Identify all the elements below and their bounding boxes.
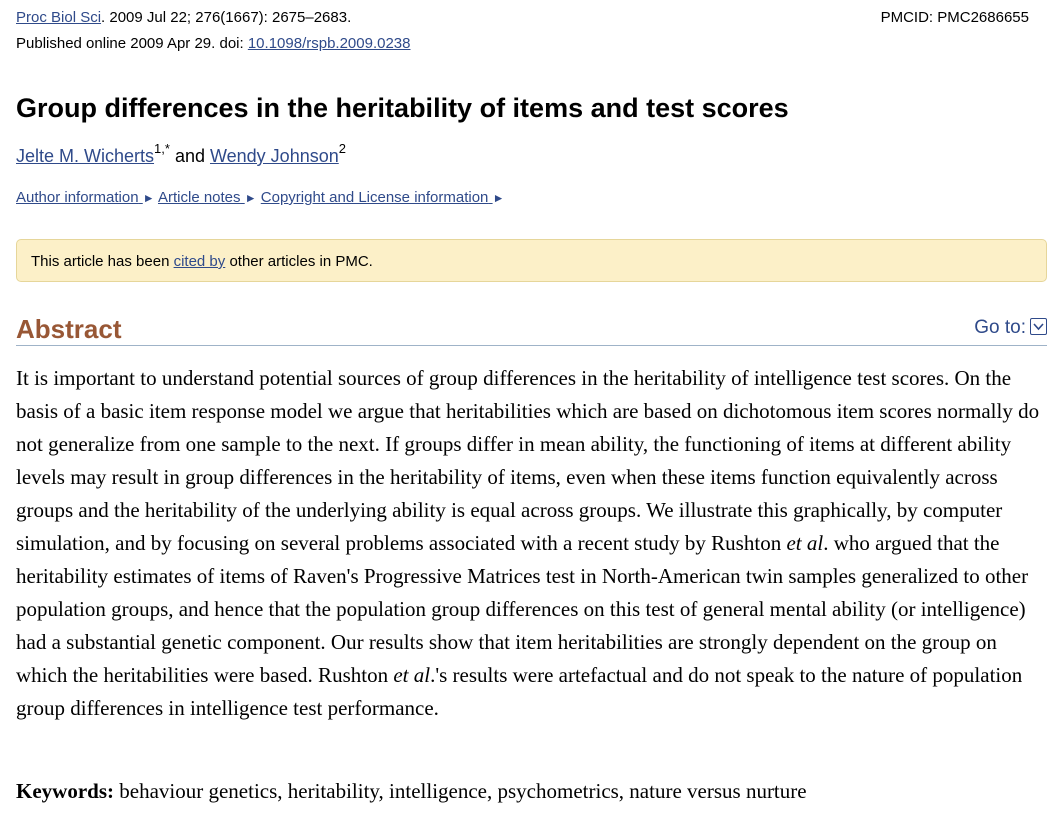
doi-link[interactable]: 10.1098/rspb.2009.0238	[247, 35, 411, 52]
cited-by-prefix: This article has been	[31, 253, 174, 270]
abstract-header	[16, 312, 1047, 346]
abstract-text-part-3: .'s results were artefactual and do not speak to the nature of population group differences in intelligence test performance.	[16, 663, 1023, 720]
abstract-text-part-1: It is important to understand potential sources of group differences in the heritability of intelligence test scores. On the basis of a basic item response model we argue that heritabilities which are based on dichotomous item scores normally do not generalize from one sample to the next. If groups differ in mean ability, the functioning of items at different ability levels may result in group differences in the heritability of items, even when these items function equivalently across groups and the heritability of the underlying ability is equal across groups. We illustrate this graphically, by computer simulation, and by focusing on several problems associated with a recent study by Rushton	[16, 366, 1040, 555]
article-info-links	[16, 188, 504, 208]
journal-link[interactable]: Proc Biol Sci	[16, 9, 102, 26]
author-information-label: Author information	[16, 189, 139, 206]
abstract-text-part-2: . who argued that the heritability estimates of items of Raven's Progressive Matrices test in North-American twin samples generalized to other population groups, and hence that the population group differences on this test of general mental ability (or intelligence) had a substantial genetic component. Our results show that item heritabilities are strongly dependent on the group on which the heritabilities were based. Rushton	[16, 531, 1029, 687]
abstract-text	[16, 362, 1047, 725]
chevron-down-icon[interactable]	[1030, 318, 1047, 335]
article-title: Group differences in the heritability of items and test scores	[16, 93, 789, 123]
cited-by-link[interactable]: cited by	[173, 253, 226, 270]
published-line	[16, 34, 411, 54]
et-al-2: et al	[393, 663, 431, 687]
keywords-list: behaviour genetics, heritability, intelligence, psychometrics, nature versus nurture	[114, 779, 807, 803]
cited-by-notice	[16, 239, 1047, 282]
author-list	[16, 142, 346, 170]
copyright-link[interactable]	[261, 189, 505, 206]
citation-line	[16, 8, 351, 28]
copyright-label: Copyright and License information	[260, 189, 489, 206]
pmcid: PMCID: PMC2686655	[880, 9, 1029, 26]
et-al-1: et al	[786, 531, 824, 555]
triangle-right-icon: ►	[244, 191, 257, 205]
article-notes-label: Article notes	[157, 189, 241, 206]
triangle-right-icon: ►	[142, 191, 155, 205]
author-affiliation-1: 1,*	[154, 141, 170, 156]
author-link-wicherts[interactable]: Jelte M. Wicherts	[16, 146, 155, 166]
keywords-label: Keywords:	[16, 779, 114, 803]
abstract-heading: Abstract	[16, 314, 122, 344]
citation-details: . 2009 Jul 22; 276(1667): 2675–2683.	[101, 9, 352, 26]
goto-menu[interactable]	[974, 317, 1047, 339]
cited-by-suffix: other articles in PMC.	[225, 253, 373, 270]
keywords	[16, 775, 1047, 808]
author-link-johnson[interactable]: Wendy Johnson	[209, 146, 339, 166]
article-notes-link[interactable]	[158, 189, 257, 206]
author-joiner: and	[169, 146, 210, 166]
published-online-text: Published online 2009 Apr 29. doi:	[16, 35, 248, 52]
triangle-right-icon: ►	[492, 191, 505, 205]
author-information-link[interactable]	[16, 189, 155, 206]
goto-label: Go to:	[974, 317, 1026, 338]
author-affiliation-2: 2	[338, 141, 346, 156]
